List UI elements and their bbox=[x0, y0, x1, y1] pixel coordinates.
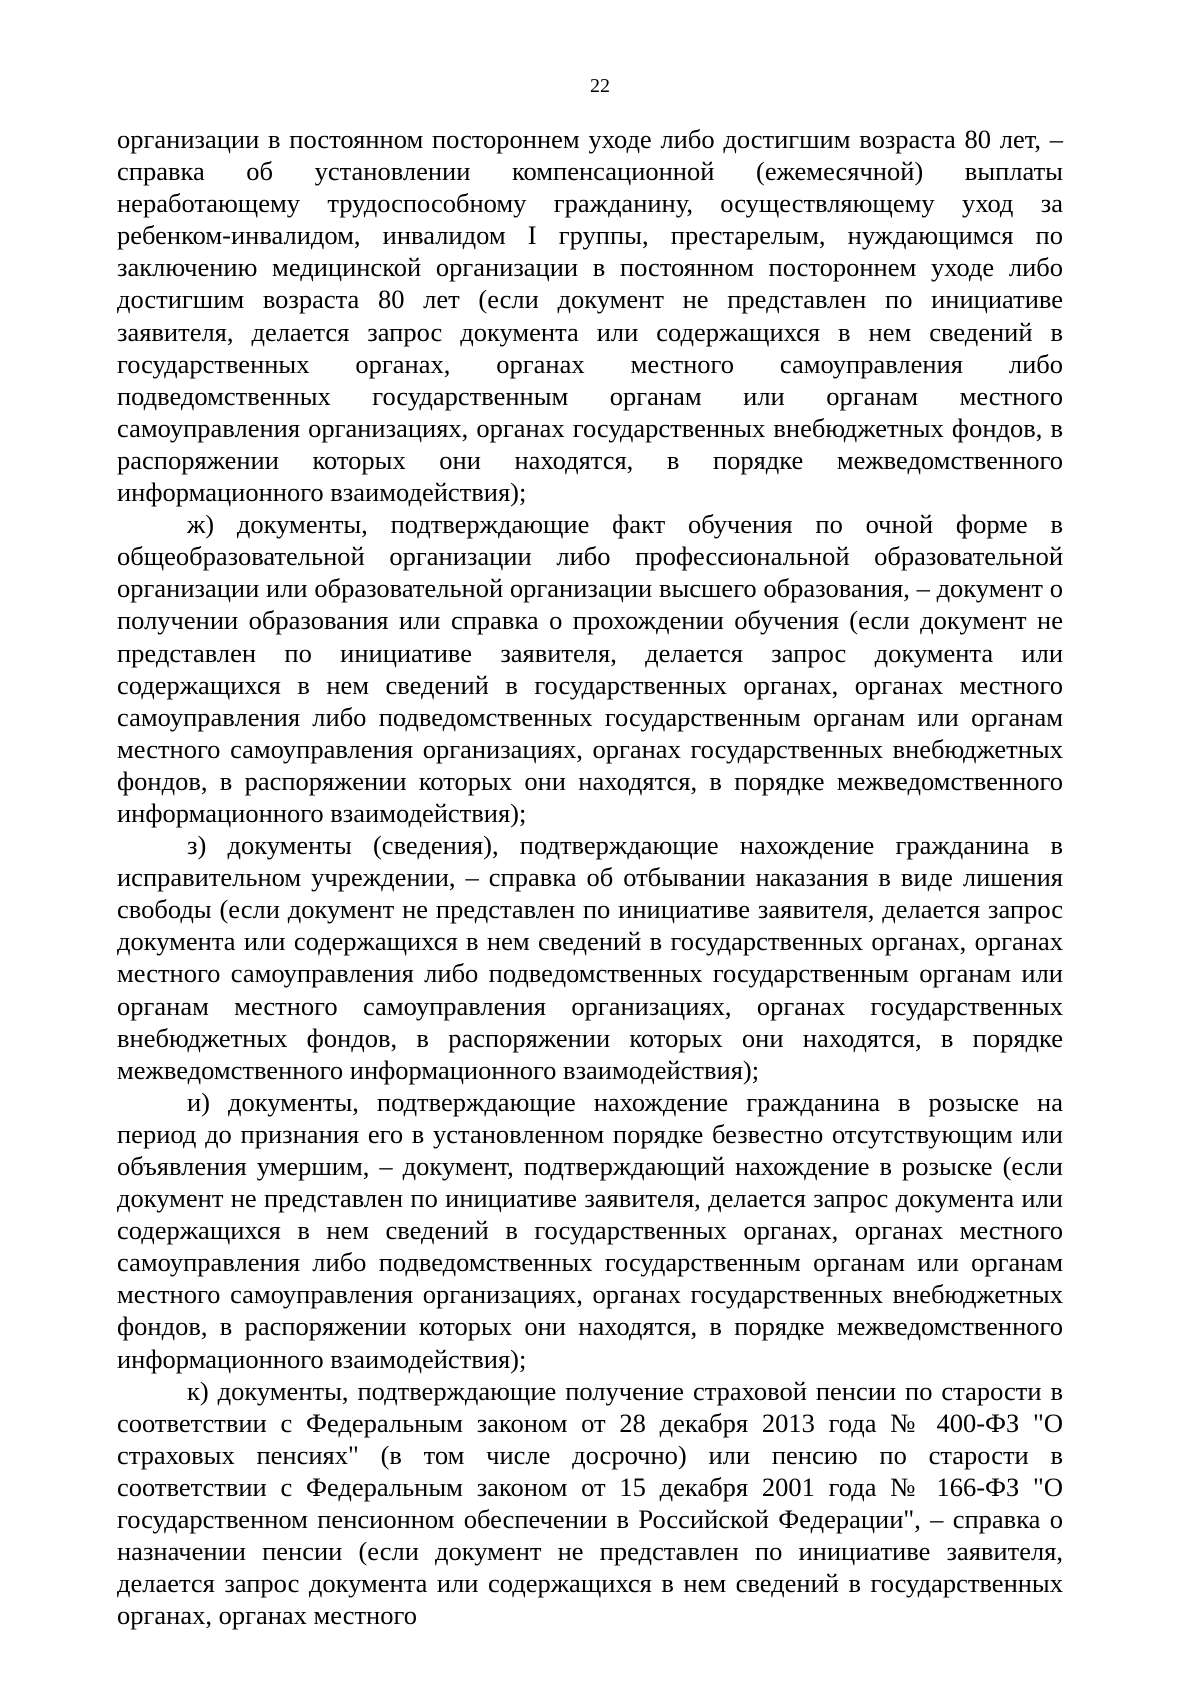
paragraph-item-z: з) документы (сведения), подтверждающие нахождение гражданина в исправительном учреждении, – справка об отбывании наказания в виде лишения свободы (если документ не представлен по инициативе заявителя, делается запрос документа или содержащихся в нем сведений в государственных органах, органах местного самоуправления либо подведомственных государственным органам или органам местного самоуправления организациях, органах государственных внебюджетных фондов, в распоряжении которых они находятся, в порядке межведомственного информационного взаимодействия); bbox=[117, 830, 1063, 1085]
document-body bbox=[117, 123, 1063, 1631]
paragraph-item-zh: ж) документы, подтверждающие факт обучения по очной форме в общеобразовательной организации либо профессиональной образовательной организации или образовательной организации высшего образования, – документ о получении образования или справка о прохождении обучения (если документ не представлен по инициативе заявителя, делается запрос документа или содержащихся в нем сведений в государственных органах, органах местного самоуправления либо подведомственных государственным органам или органам местного самоуправления организациях, органах государственных внебюджетных фондов, в распоряжении которых они находятся, в порядке межведомственного информационного взаимодействия); bbox=[117, 509, 1063, 828]
page-number: 22 bbox=[590, 75, 610, 97]
paragraph-item-i: и) документы, подтверждающие нахождение гражданина в розыске на период до признания его в установленном порядке безвестно отсутствующим или объявления умершим, – документ, подтверждающий нахождение в розыске (если документ не представлен по инициативе заявителя, делается запрос документа или содержащихся в нем сведений в государственных органах, органах местного самоуправления либо подведомственных государственным органам или органам местного самоуправления организациях, органах государственных внебюджетных фондов, в распоряжении которых они находятся, в порядке межведомственного информационного взаимодействия); bbox=[117, 1086, 1063, 1374]
paragraph-continuation: организации в постоянном постороннем уходе либо достигшим возраста 80 лет, – справка об установлении компенсационной (ежемесячной) выплаты неработающему трудоспособному гражданину, осуществляющему уход за ребенком-инвалидом, инвалидом I группы, престарелым, нуждающимся по заключению медицинской организации в постоянном постороннем уходе либо достигшим возраста 80 лет (если документ не представлен по инициативе заявителя, делается запрос документа или содержащихся в нем сведений в государственных органах, органах местного самоуправления либо подведомственных государственным органам или органам местного самоуправления организациях, органах государственных внебюджетных фондов, в распоряжении которых они находятся, в порядке межведомственного информационного взаимодействия); bbox=[117, 124, 1063, 508]
paragraph-item-k: к) документы, подтверждающие получение страховой пенсии по старости в соответствии с Федеральным законом от 28 декабря 2013 года № 400-ФЗ "О страховых пенсиях" (в том числе досрочно) или пенсию по старости в соответствии с Федеральным законом от 15 декабря 2001 года № 166-ФЗ "О государственном пенсионном обеспечении в Российской Федерации", – справка о назначении пенсии (если документ не представлен по инициативе заявителя, делается запрос документа или содержащихся в нем сведений в государственных органах, органах местного bbox=[117, 1375, 1063, 1631]
